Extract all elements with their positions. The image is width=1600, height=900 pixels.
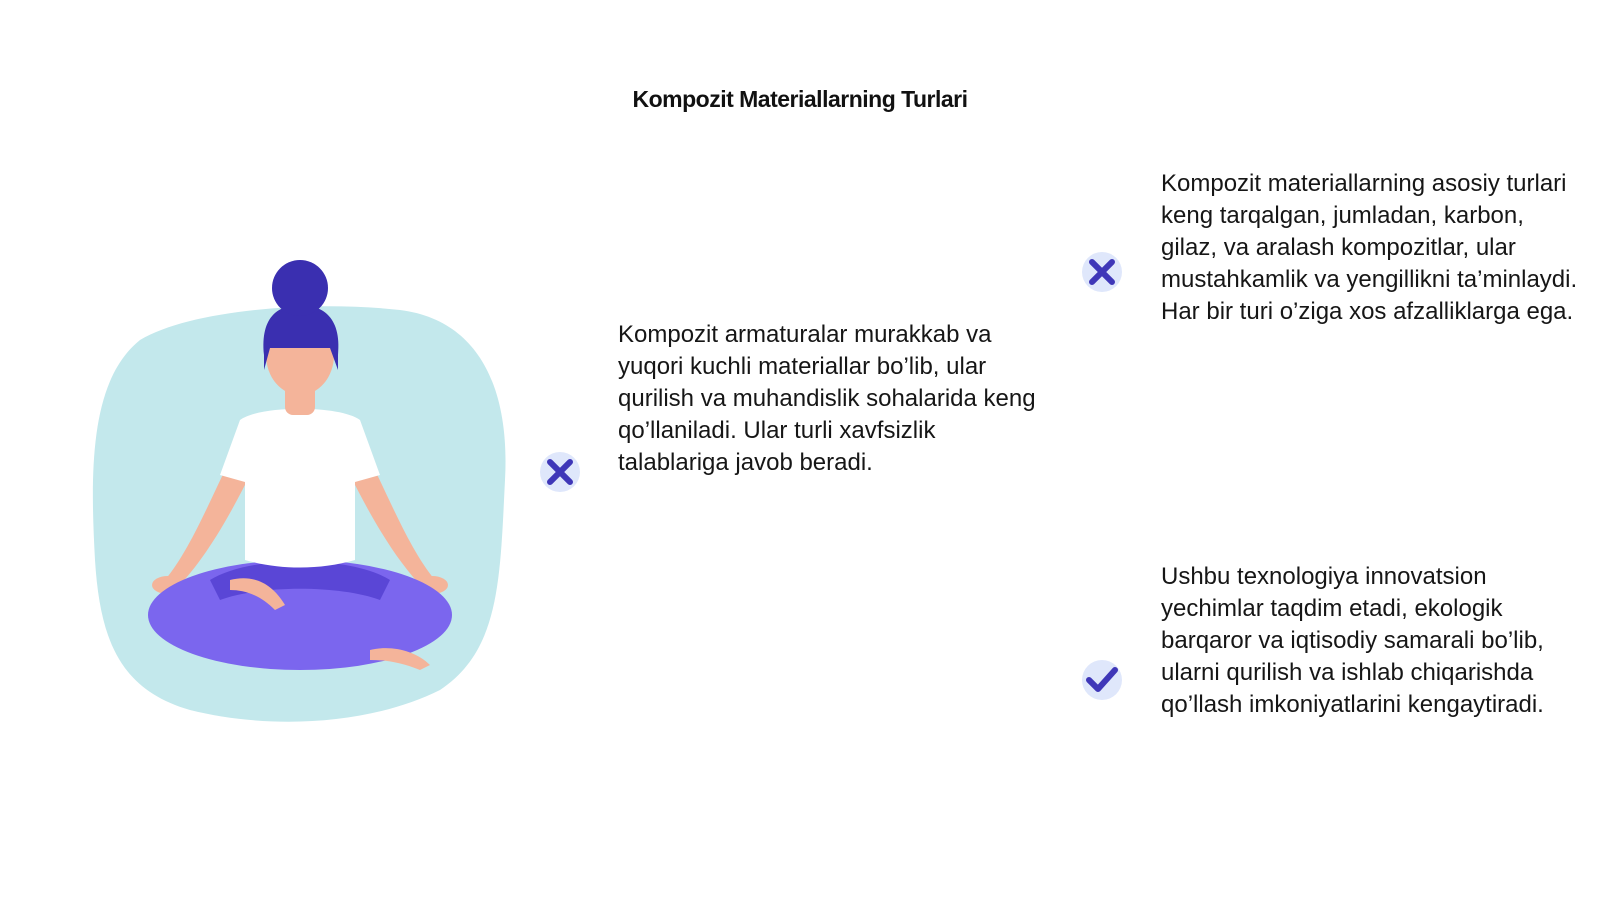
meditating-woman-illustration bbox=[80, 260, 520, 740]
slide-title: Kompozit Materiallarning Turlari bbox=[632, 86, 968, 112]
x-mark-icon bbox=[1080, 250, 1124, 294]
item-text-left: Kompozit armaturalar murakkab va yuqori kuchli materiallar bo’lib, ular qurilish va muhandislik sohalarida keng qo’llaniladi. Ular turli xavfsizlik talablariga javob beradi. bbox=[618, 321, 1036, 476]
x-mark-icon bbox=[538, 450, 582, 494]
check-mark-icon bbox=[1080, 658, 1124, 702]
item-text-right-bottom: Ushbu texnologiya innovatsion yechimlar taqdim etadi, ekologik barqaror va iqtisodiy samarali bo’lib, ularni qurilish va ishlab chiqarishda qo’llash imkoniyatlarini kengaytiradi. bbox=[1161, 563, 1544, 718]
item-text-right-top: Kompozit materiallarning asosiy turlari keng tarqalgan, jumladan, karbon, gilaz, va aralash kompozitlar, ular mustahkamlik va yengillikni ta’minlaydi. Har bir turi o’ziga xos afzalliklarga ega. bbox=[1161, 170, 1578, 325]
hair-bun bbox=[272, 260, 328, 316]
